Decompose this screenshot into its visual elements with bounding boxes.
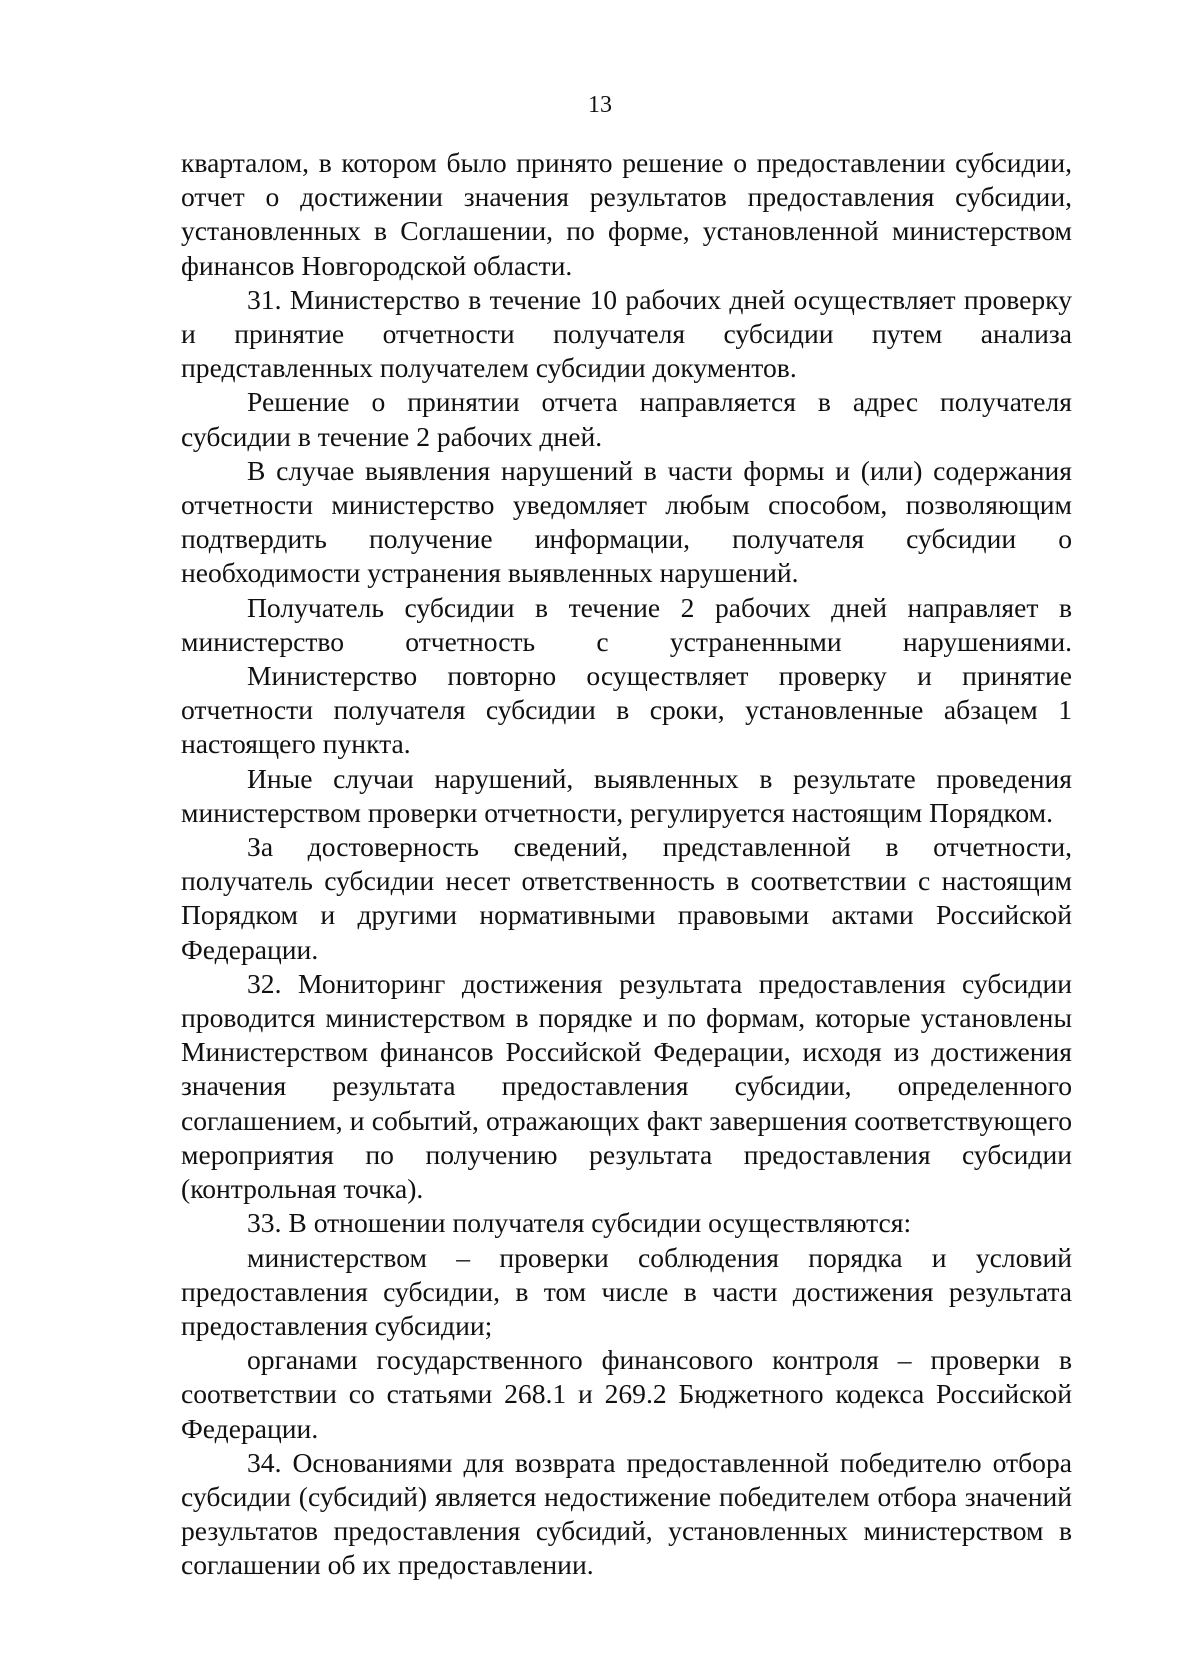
paragraph-other-cases: Иные случаи нарушений, выявленных в результате проведения министерством проверки отчетности, регулируется настоящим Порядком.	[181, 762, 1072, 828]
paragraph-responsibility: За достоверность сведений, представленной в отчетности, получатель субсидии несет ответственность в соответствии с настоящим Порядком и другими нормативными правовыми актами Российской Федерации.	[181, 831, 1072, 965]
paragraph-report-decision: Решение о принятии отчета направляется в адрес получателя субсидии в течение 2 рабочих дней.	[181, 386, 1072, 452]
document-body	[181, 146, 1072, 1583]
paragraph-continuation: кварталом, в котором было принято решение о предоставлении субсидии, отчет о достижении значения результатов предоставления субсидии, установленных в Соглашении, по форме, установленной министерством финансов Новгородской области.	[181, 147, 1072, 281]
paragraph-item-33: 33. В отношении получателя субсидии осуществляются:	[247, 1207, 912, 1239]
paragraph-financial-control: органами государственного финансового контроля – проверки в соответствии со статьями 268.1 и 269.2 Бюджетного кодекса Российской Федерации.	[181, 1344, 1072, 1444]
paragraph-item-31: 31. Министерство в течение 10 рабочих дней осуществляет проверку и принятие отчетности получателя субсидии путем анализа представленных получателем субсидии документов.	[181, 283, 1072, 384]
paragraph-violations: В случае выявления нарушений в части формы и (или) содержания отчетности министерство уведомляет любым способом, позволяющим подтвердить получение информации, получателя субсидии о необходимости устранения выявленных нарушений.	[181, 454, 1072, 589]
paragraph-item-34: 34. Основаниями для возврата предоставленной победителю отбора субсидии (субсидий) является недостижение победителем отбора значений результатов предоставления субсидий, установленных министерством в соглашении об их предоставлении.	[181, 1446, 1072, 1581]
paragraph-repeat-check: Министерство повторно осуществляет проверку и принятие отчетности получателя субсидии в сроки, установленные абзацем 1 настоящего пункта.	[181, 660, 1072, 760]
page-number: 13	[588, 92, 612, 118]
paragraph-item-32: 32. Мониторинг достижения результата предоставления субсидии проводится министерством в порядке и по формам, которые установлены Министерством финансов Российской Федерации, исходя из достижения значения результата предоставления субсидии, определенного соглашением, и событий, отражающих факт завершения соответствующего мероприятия по получению результата предоставления субсидии (контрольная точка).	[181, 967, 1072, 1205]
paragraph-recipient-resubmit: Получатель субсидии в течение 2 рабочих дней направляет в министерство отчетность с устраненными нарушениями.	[181, 591, 1072, 657]
paragraph-ministry-checks: министерством – проверки соблюдения порядка и условий предоставления субсидии, в том числе в части достижения результата предоставления субсидии;	[181, 1241, 1072, 1341]
